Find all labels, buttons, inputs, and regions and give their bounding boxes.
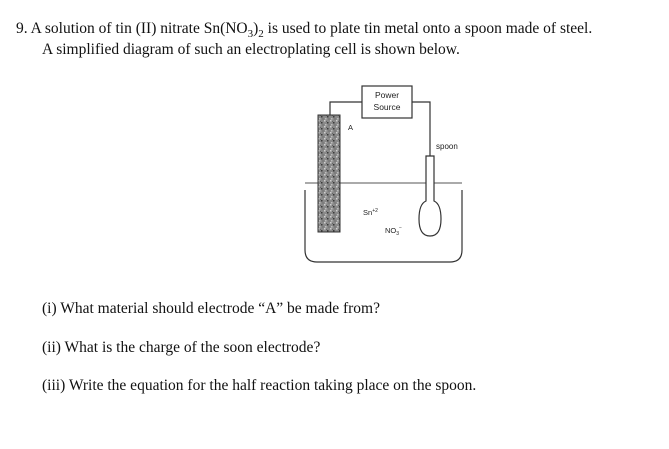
spoon-label: spoon bbox=[436, 142, 458, 151]
wire-to-spoon bbox=[412, 102, 430, 160]
nitrate-charge: − bbox=[399, 225, 402, 231]
tin-ion-label bbox=[363, 208, 378, 217]
question-text-part: A solution of tin (II) nitrate Sn(NO bbox=[27, 20, 248, 37]
power-label-2: Source bbox=[373, 102, 401, 112]
subquestion-1: (i) What material should electrode “A” be made from? bbox=[42, 300, 380, 317]
subscript-2: 2 bbox=[258, 28, 264, 40]
electrode-a-label: A bbox=[348, 123, 354, 132]
spoon bbox=[419, 156, 441, 236]
nitrate-ion-label bbox=[385, 225, 402, 237]
subquestion-3: (iii) Write the equation for the half reaction taking place on the spoon. bbox=[42, 377, 477, 394]
electrode-a bbox=[318, 115, 340, 232]
tin-ion-symbol: Sn bbox=[363, 208, 373, 217]
question-text-part: ) bbox=[253, 20, 259, 37]
wire-to-electrode-a bbox=[330, 102, 362, 115]
subscript-3: 3 bbox=[247, 28, 254, 40]
tin-ion-charge: +2 bbox=[372, 208, 378, 214]
question-line-2: A simplified diagram of such an electroplating cell is shown below. bbox=[42, 41, 460, 58]
question-number: 9. bbox=[16, 20, 28, 37]
power-label-1: Power bbox=[374, 90, 400, 100]
subquestion-2: (ii) What is the charge of the soon electrode? bbox=[42, 339, 321, 356]
nitrate-subscript: 3 bbox=[396, 231, 400, 237]
nitrate-symbol: NO bbox=[385, 226, 397, 235]
question-text-part: is used to plate tin metal onto a spoon made of steel. bbox=[263, 20, 593, 37]
